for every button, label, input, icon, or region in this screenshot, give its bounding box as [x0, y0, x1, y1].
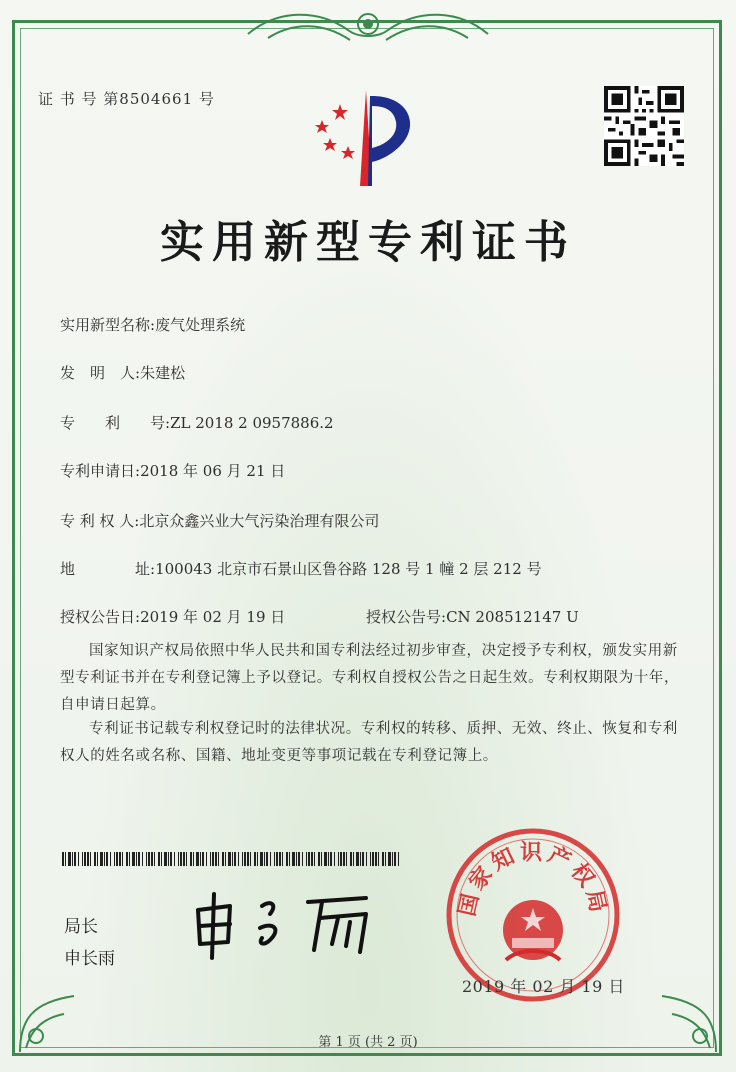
patentee-row — [60, 510, 379, 531]
grant-paragraph: 国家知识产权局依照中华人民共和国专利法经过初步审查，决定授予专利权，颁发实用新型专利证书并在专利登记簿上予以登记。专利权自授权公告之日起生效。专利权期限为十年，自申请日起算。 — [60, 643, 680, 713]
page-title: 实用新型专利证书 — [160, 217, 576, 268]
announcement-date-row — [60, 606, 285, 627]
field-label: 授权公告日: — [60, 608, 141, 626]
utility-model-name-row — [60, 314, 245, 335]
inventor-row — [60, 362, 185, 383]
field-value: CN 208512147 U — [446, 608, 579, 626]
field-value: ZL 2018 2 0957886.2 — [170, 414, 334, 432]
field-label: 发 明 人: — [60, 364, 141, 382]
page-footer: 第 1 页 (共 2 页) — [318, 1035, 418, 1050]
field-label: 授权公告号: — [366, 608, 447, 626]
top-ornament-icon — [238, 4, 498, 52]
field-value: 2019 年 02 月 19 日 — [140, 608, 286, 626]
seal-text: 国家知识产权局 — [455, 840, 611, 919]
field-value: 朱建松 — [140, 364, 186, 382]
director-title: 局长 — [64, 917, 98, 937]
field-label: 实用新型名称: — [60, 316, 156, 334]
field-value: 2018 年 06 月 21 日 — [140, 462, 286, 480]
patent-number-row — [60, 412, 334, 433]
field-value: 废气处理系统 — [155, 316, 246, 334]
legal-status-paragraph: 专利证书记载专利权登记时的法律状况。专利权的转移、质押、无效、终止、恢复和专利权人的姓名或名称、国籍、地址变更等事项记载在专利登记簿上。 — [60, 721, 678, 764]
signature-icon — [190, 888, 380, 960]
application-date-row — [60, 460, 285, 481]
certificate-number: 证 书 号 第8504661 号 — [38, 90, 215, 108]
field-label: 专 利 权 人: — [60, 512, 140, 530]
field-label: 专 利 号: — [60, 414, 171, 432]
field-label: 专利申请日: — [60, 462, 141, 480]
cnipa-logo-icon — [300, 86, 430, 196]
announcement-number-row — [366, 606, 579, 627]
qr-code-icon — [604, 86, 684, 166]
field-value: 100043 北京市石景山区鲁谷路 128 号 1 幢 2 层 212 号 — [155, 560, 542, 578]
seal-date: 2019 年 02 月 19 日 — [462, 977, 625, 996]
director-name: 申长雨 — [64, 949, 115, 969]
field-label: 地 址: — [60, 560, 156, 578]
field-value: 北京众鑫兴业大气污染治理有限公司 — [139, 512, 380, 530]
barcode-icon — [62, 852, 400, 866]
address-row — [60, 558, 542, 579]
